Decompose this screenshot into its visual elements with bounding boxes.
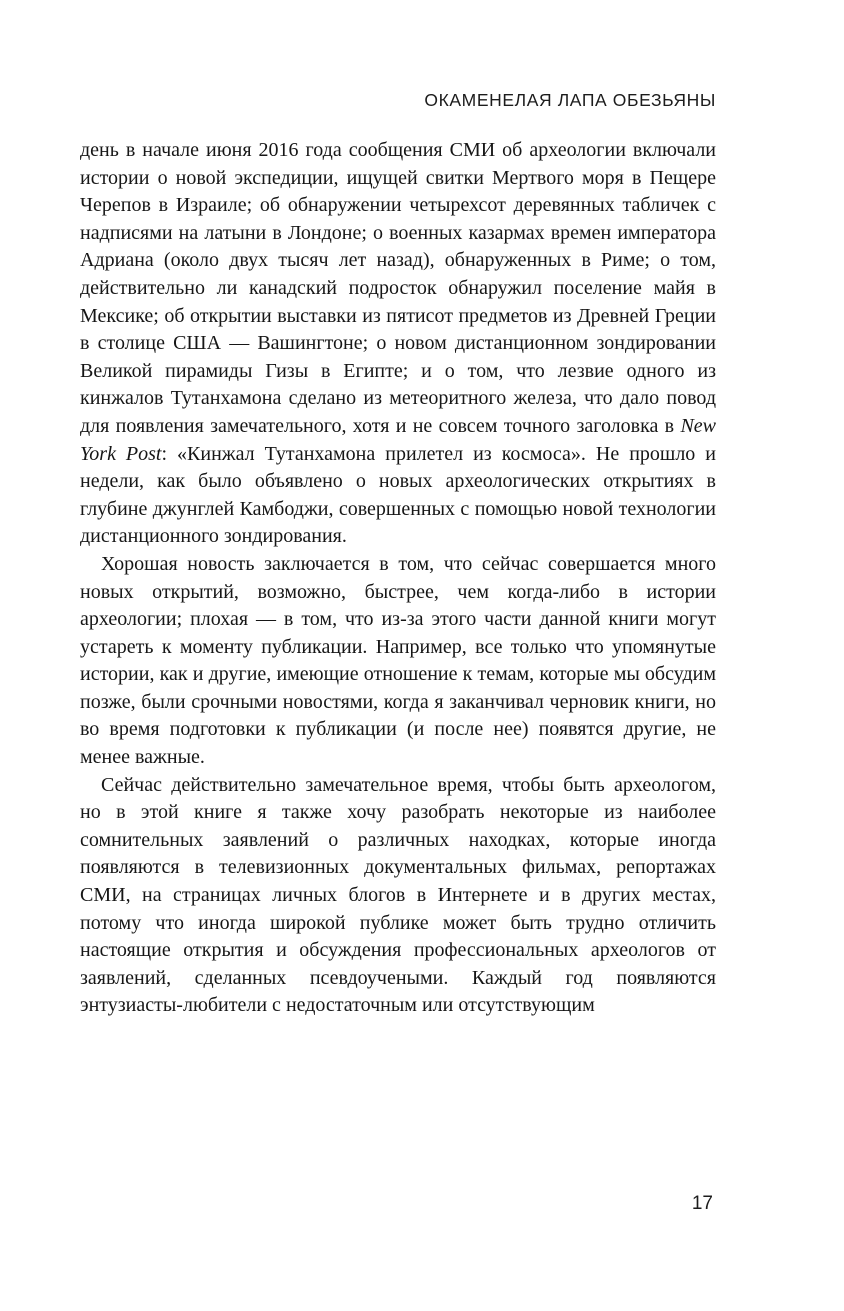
paragraph-text-end: : «Кинжал Тутанхамона прилетел из космоса». Не прошло и недели, как было объявлено о новых археологических открытиях в глубине джунглей Камбоджи, совершенных с помощью новой технологии дистанционного зондирования.	[80, 442, 716, 548]
paragraph: Сейчас действительно замечательное время, чтобы быть археологом, но в этой книге я также хочу разобрать некоторые из наиболее сомнительных заявлений о различных находках, которые иногда появляются в телевизионных документальных фильмах, репортажах СМИ, на страницах личных блогов в Интернете и в других местах, потому что иногда широкой публике может быть трудно отличить настоящие открытия и обсуждения профессиональных археологов от заявлений, сделанных псевдоучеными. Каждый год появляются энтузиасты-любители с недостаточным или отсутствующим	[80, 773, 716, 1017]
page-number: 17	[691, 1193, 713, 1214]
running-head: ОКАМЕНЕЛАЯ ЛАПА ОБЕЗЬЯНЫ	[424, 90, 716, 110]
paragraph	[80, 137, 716, 551]
page-body	[80, 137, 716, 1020]
newspaper-title: New York Post	[80, 414, 716, 465]
paragraph: Хорошая новость заключается в том, что сейчас совершается много новых открытий, возможно, быстрее, чем когда-либо в истории археологии; плохая — в том, что из-за этого части данной книги могут устареть к моменту публикации. Например, все только что упомянутые истории, как и другие, имеющие отношение к темам, которые мы обсудим позже, были срочными новостями, когда я заканчивал черновик книги, но во время подготовки к публикации (и после нее) появятся другие, не менее важные.	[80, 552, 716, 769]
paragraph-text-start: день в начале июня 2016 года сообщения СМИ об археологии включали истории о новой экспедиции, ищущей свитки Мертвого моря в Пещере Черепов в Израиле; об обнаружении четырехсот деревянных табличек с надписями на латыни в Лондоне; о военных казармах времен императора Адриана (около двух тысяч лет назад), обнаруженных в Риме; о том, действительно ли канадский подросток обнаружил поселение майя в Мексике; об открытии выставки из пятисот предметов из Древней Греции в столице США — Вашингтоне; о новом дистанционном зондировании Великой пирамиды Гизы в Египте; и о том, что лезвие одного из кинжалов Тутанхамона сделано из метеоритного железа, что дало повод для появления замечательного, хотя и не совсем точного заголовка в	[80, 139, 716, 437]
